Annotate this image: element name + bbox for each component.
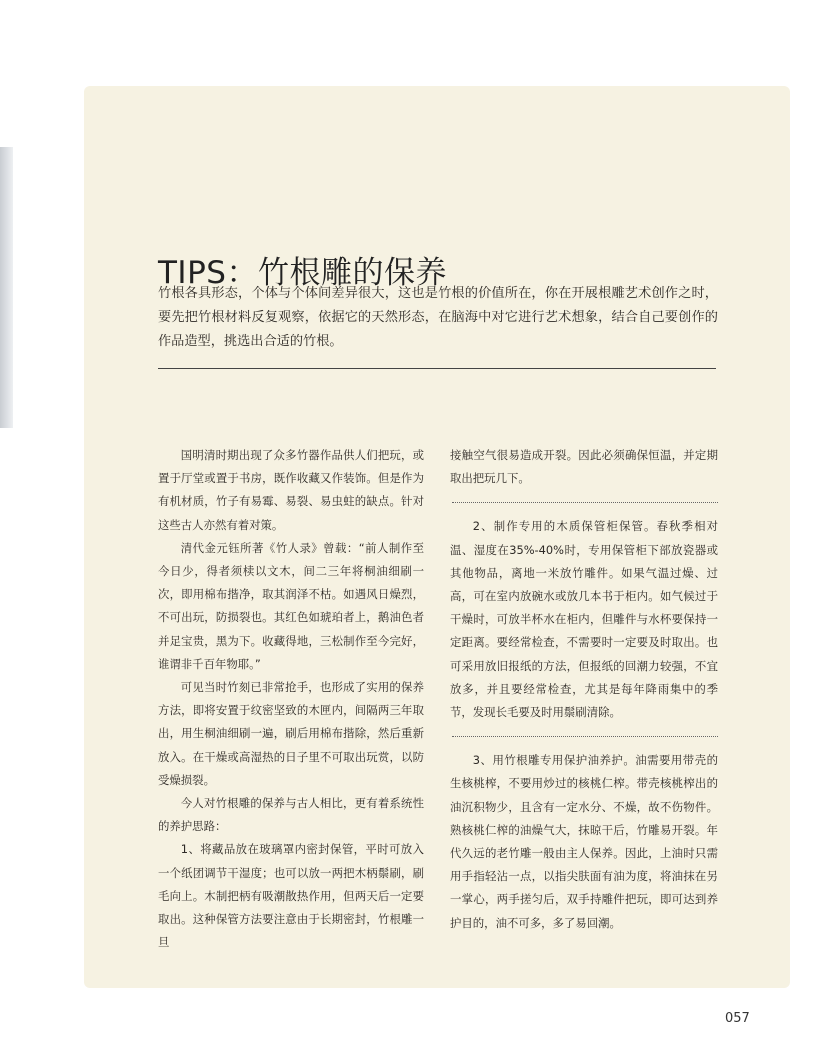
- dotted-divider: [452, 736, 718, 737]
- body-paragraph: 国明清时期出现了众多竹器作品供人们把玩，或置于厅堂或置于书房，既作收藏又作装饰。但是作为有机材质，竹子有易霉、易裂、易虫蛀的缺点。针对这些古人亦然有着对策。: [158, 448, 424, 532]
- continuation-paragraph: 接触空气很易造成开裂。因此必须确保恒温，并定期取出把玩几下。: [450, 448, 718, 486]
- body-paragraph: 今人对竹根雕的保养与古人相比，更有着系统性的养护思路：: [158, 796, 424, 834]
- body-paragraph: 1、将藏品放在玻璃罩内密封保管，平时可放入一个纸团调节干湿度；也可以放一两把木柄鬃刷，刷毛向上。木制把柄有吸潮散热作用，但两天后一定要取出。这种保管方法要注意由于长期密封，竹根雕一旦: [158, 842, 424, 950]
- title-divider: [158, 368, 716, 369]
- page-number: 057: [725, 1011, 750, 1026]
- intro-paragraph: 竹根各具形态，个体与个体间差异很大，这也是竹根的价值所在，你在开展根雕艺术创作之时，要先把竹根材料反复观察，依据它的天然形态，在脑海中对它进行艺术想象，结合自己要创作的作品造型，挑选出合适的竹根。: [158, 286, 718, 349]
- care-method-3: 3、用竹根雕专用保护油养护。油需要用带壳的生核桃榨，不要用炒过的核桃仁榨。带壳核桃榨出的油沉积物少，且含有一定水分、不燥，故不伤物件。熟核桃仁榨的油燥气大，抹晾干后，竹雕易开裂。年代久远的老竹雕一般由主人保养。因此，上油时只需用手指轻沾一点，以指尖肤面有油为度，将油抹在另一掌心，两手搓匀后，双手持雕件把玩，即可达到养护目的，油不可多，多了易回潮。: [450, 753, 718, 930]
- left-column: [158, 444, 424, 954]
- page-title: TIPS：竹根雕的保养: [158, 254, 447, 291]
- right-column: [450, 444, 718, 935]
- body-paragraph: 可见当时竹刻已非常抢手，也形成了实用的保养方法，即将安置于纹密坚致的木匣内，间隔两三年取出，用生桐油细刷一遍，刷后用棉布揩除，然后重新放入。在干燥或高湿热的日子里不可取出玩赏，以防受燥损裂。: [158, 680, 424, 787]
- care-method-2: 2、制作专用的木质保管柜保管。春秋季相对温、湿度在35%-40%时，专用保管柜下部放瓷器或其他物品，离地一米放竹雕件。如果气温过燥、过高，可在室内放碗水或放几本书于柜内。如气候过于干燥时，可放半杯水在柜内，但雕件与水杯要保持一定距离。要经常检查，不需要时一定要及时取出。也可采用放旧报纸的方法，但报纸的回潮力较强，不宜放多，并且要经常检查，尤其是每年降雨集中的季节，发现长毛要及时用鬃刷清除。: [450, 519, 718, 720]
- body-paragraph: 清代金元钰所著《竹人录》曾载：“前人制作至今日少，得者须椟以文木，间二三年将桐油细刷一次，即用棉布揩净，取其润泽不枯。如遇风日燥烈，不可出玩，防损裂也。其红色如琥珀者上，鹅油色者并足宝贵，黑为下。收藏得地，三松制作至今完好，谁谓非千百年物耶。”: [158, 540, 424, 671]
- left-photo-edge: [0, 147, 13, 428]
- dotted-divider: [452, 502, 718, 503]
